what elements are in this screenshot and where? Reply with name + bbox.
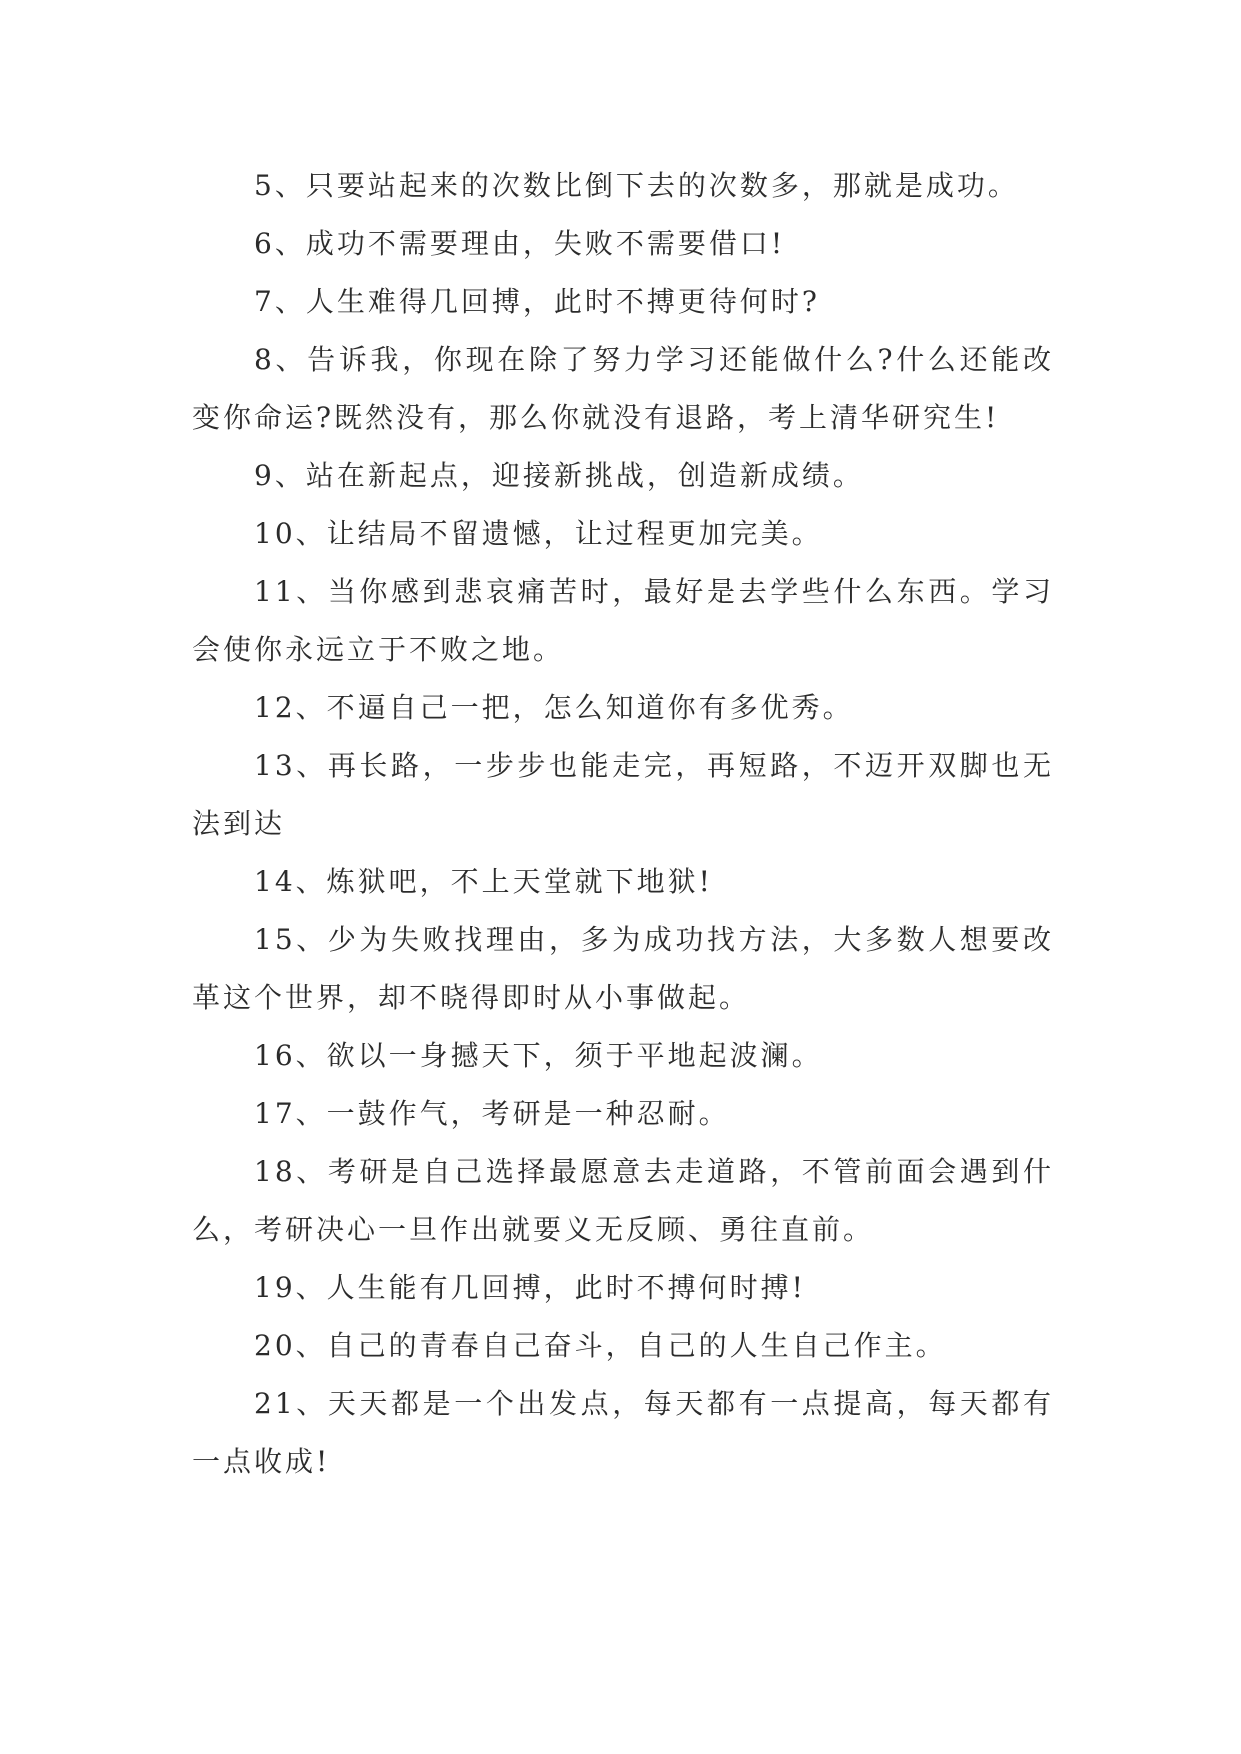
paragraph: 17、一鼓作气，考研是一种忍耐。 [254, 1097, 730, 1130]
paragraph: 18、考研是自己选择最愿意去走道路，不管前面会遇到什么，考研决心一旦作出就要义无反顾、勇往直前。 [192, 1155, 1054, 1246]
paragraph: 13、再长路，一步步也能走完，再短路，不迈开双脚也无法到达 [192, 749, 1054, 840]
paragraph: 16、欲以一身撼天下，须于平地起波澜。 [254, 1039, 823, 1072]
paragraph: 20、自己的青春自己奋斗，自己的人生自己作主。 [254, 1329, 947, 1362]
paragraph: 7、人生难得几回搏，此时不搏更待何时? [254, 285, 820, 318]
paragraph: 21、天天都是一个出发点，每天都有一点提高，每天都有一点收成! [192, 1387, 1054, 1478]
paragraph: 19、人生能有几回搏，此时不搏何时搏! [254, 1271, 806, 1304]
paragraph: 5、只要站起来的次数比倒下去的次数多，那就是成功。 [254, 169, 1019, 202]
paragraph: 12、不逼自己一把，怎么知道你有多优秀。 [254, 691, 854, 724]
document-body [192, 157, 1054, 1491]
paragraph: 14、炼狱吧，不上天堂就下地狱! [254, 865, 713, 898]
paragraph: 11、当你感到悲哀痛苦时，最好是去学些什么东西。学习会使你永远立于不败之地。 [192, 575, 1054, 666]
paragraph: 15、少为失败找理由，多为成功找方法，大多数人想要改革这个世界，却不晓得即时从小事做起。 [192, 923, 1054, 1014]
paragraph: 9、站在新起点，迎接新挑战，创造新成绩。 [254, 459, 864, 492]
paragraph: 6、成功不需要理由，失败不需要借口! [254, 227, 786, 260]
paragraph: 8、告诉我，你现在除了努力学习还能做什么?什么还能改变你命运?既然没有，那么你就没有退路，考上清华研究生! [192, 343, 1054, 434]
paragraph: 10、让结局不留遗憾，让过程更加完美。 [254, 517, 823, 550]
